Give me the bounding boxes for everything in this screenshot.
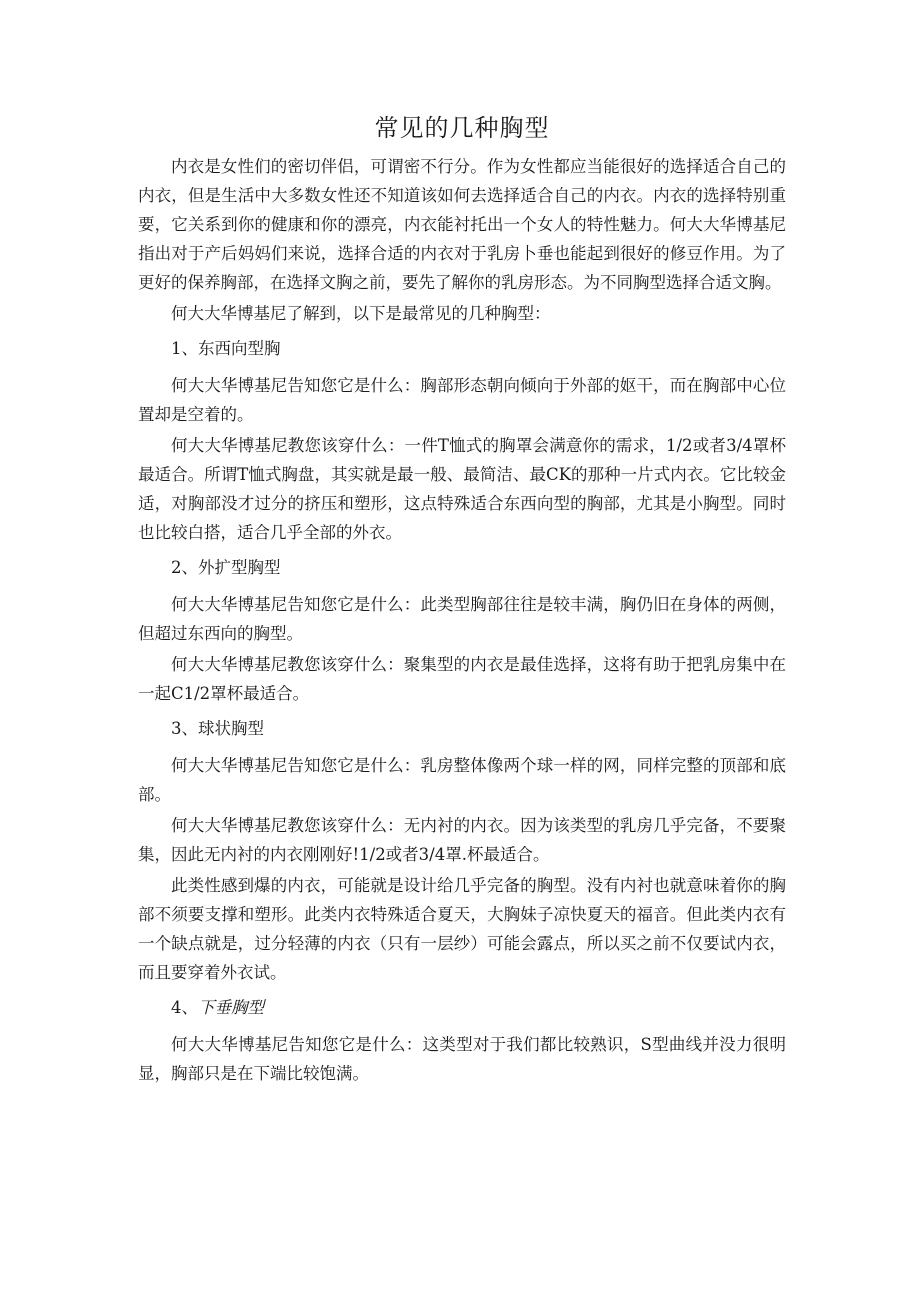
section-heading-text: 下垂胸型 xyxy=(198,998,264,1017)
section-paragraph: 此类性感到爆的内衣，可能就是设计给几乎完备的胸型。没有内衬也就意味着你的胸部不须要支撑和塑形。此类内衣特殊适合夏天，大胸妹子凉快夏天的福音。但此类内衣有一个缺点就是，过分轻薄的内衣（只有一层纱）可能会露点，所以买之前不仅要试内衣，而且要穿着外衣试。 xyxy=(138,876,786,982)
section-heading-number: 4、 xyxy=(171,998,198,1017)
section-paragraph: 何大大华博基尼教您该穿什么：聚集型的内衣是最佳选择，这将有助于把乳房集中在一起C1/2罩杯最适合。 xyxy=(138,655,786,703)
intro-paragraph: 何大大华博基尼了解到，以下是最常见的几种胸型： xyxy=(171,304,551,323)
section-paragraph: 何大大华博基尼告知您它是什么：乳房整体像两个球一样的网，同样完整的顶部和底部。 xyxy=(138,756,786,804)
section-heading xyxy=(138,993,786,1022)
section-paragraph: 何大大华博基尼告知您它是什么：这类型对于我们都比较熟识，S型曲线并没力很明显，胸部只是在下端比较饱满。 xyxy=(138,1035,786,1083)
section-heading: 3、球状胸型 xyxy=(171,719,264,738)
document-title: 常见的几种胸型 xyxy=(374,114,550,142)
section-heading: 1、东西向型胸 xyxy=(171,339,281,358)
document-page xyxy=(138,110,786,1088)
section-paragraph: 何大大华博基尼告知您它是什么：胸部形态朝向倾向于外部的妪干，而在胸部中心位置却是空着的。 xyxy=(138,376,786,424)
section-heading: 2、外扩型胸型 xyxy=(171,558,281,577)
section-paragraph: 何大大华博基尼教您该穿什么：无内衬的内衣。因为该类型的乳房几乎完备，不要聚集，因此无内衬的内衣刚刚好!1/2或者3/4罩.杯最适合。 xyxy=(138,816,786,864)
intro-paragraph: 内衣是女性们的密切伴侣，可谓密不行分。作为女性都应当能很好的选择适合自己的内衣，但是生活中大多数女性还不知道该如何去选择适合自己的内衣。内衣的选择特别重要，它关系到你的健康和你的漂亮，内衣能衬托出一个女人的特性魅力。何大大华博基尼指出对于产后妈妈们来说，选择合适的内衣对于乳房卜垂也能起到很好的修豆作用。为了更好的保养胸部，在选择文胸之前，要先了解你的乳房形态。为不同胸型选择合适文胸。 xyxy=(138,157,786,292)
section-paragraph: 何大大华博基尼教您该穿什么：一件T恤式的胸罩会满意你的需求，1/2或者3/4罩杯最适合。所谓T恤式胸盘，其实就是最一般、最简洁、最CK的那种一片式内衣。它比较金适，对胸部没才过分的挤压和塑形，这点特殊适合东西向型的胸部，尤其是小胸型。同时也比较白搭，适合几乎全部的外衣。 xyxy=(138,436,786,542)
section-paragraph: 何大大华博基尼告知您它是什么：此类型胸部往往是较丰满，胸仍旧在身体的两侧，但超过东西向的胸型。 xyxy=(138,595,786,643)
